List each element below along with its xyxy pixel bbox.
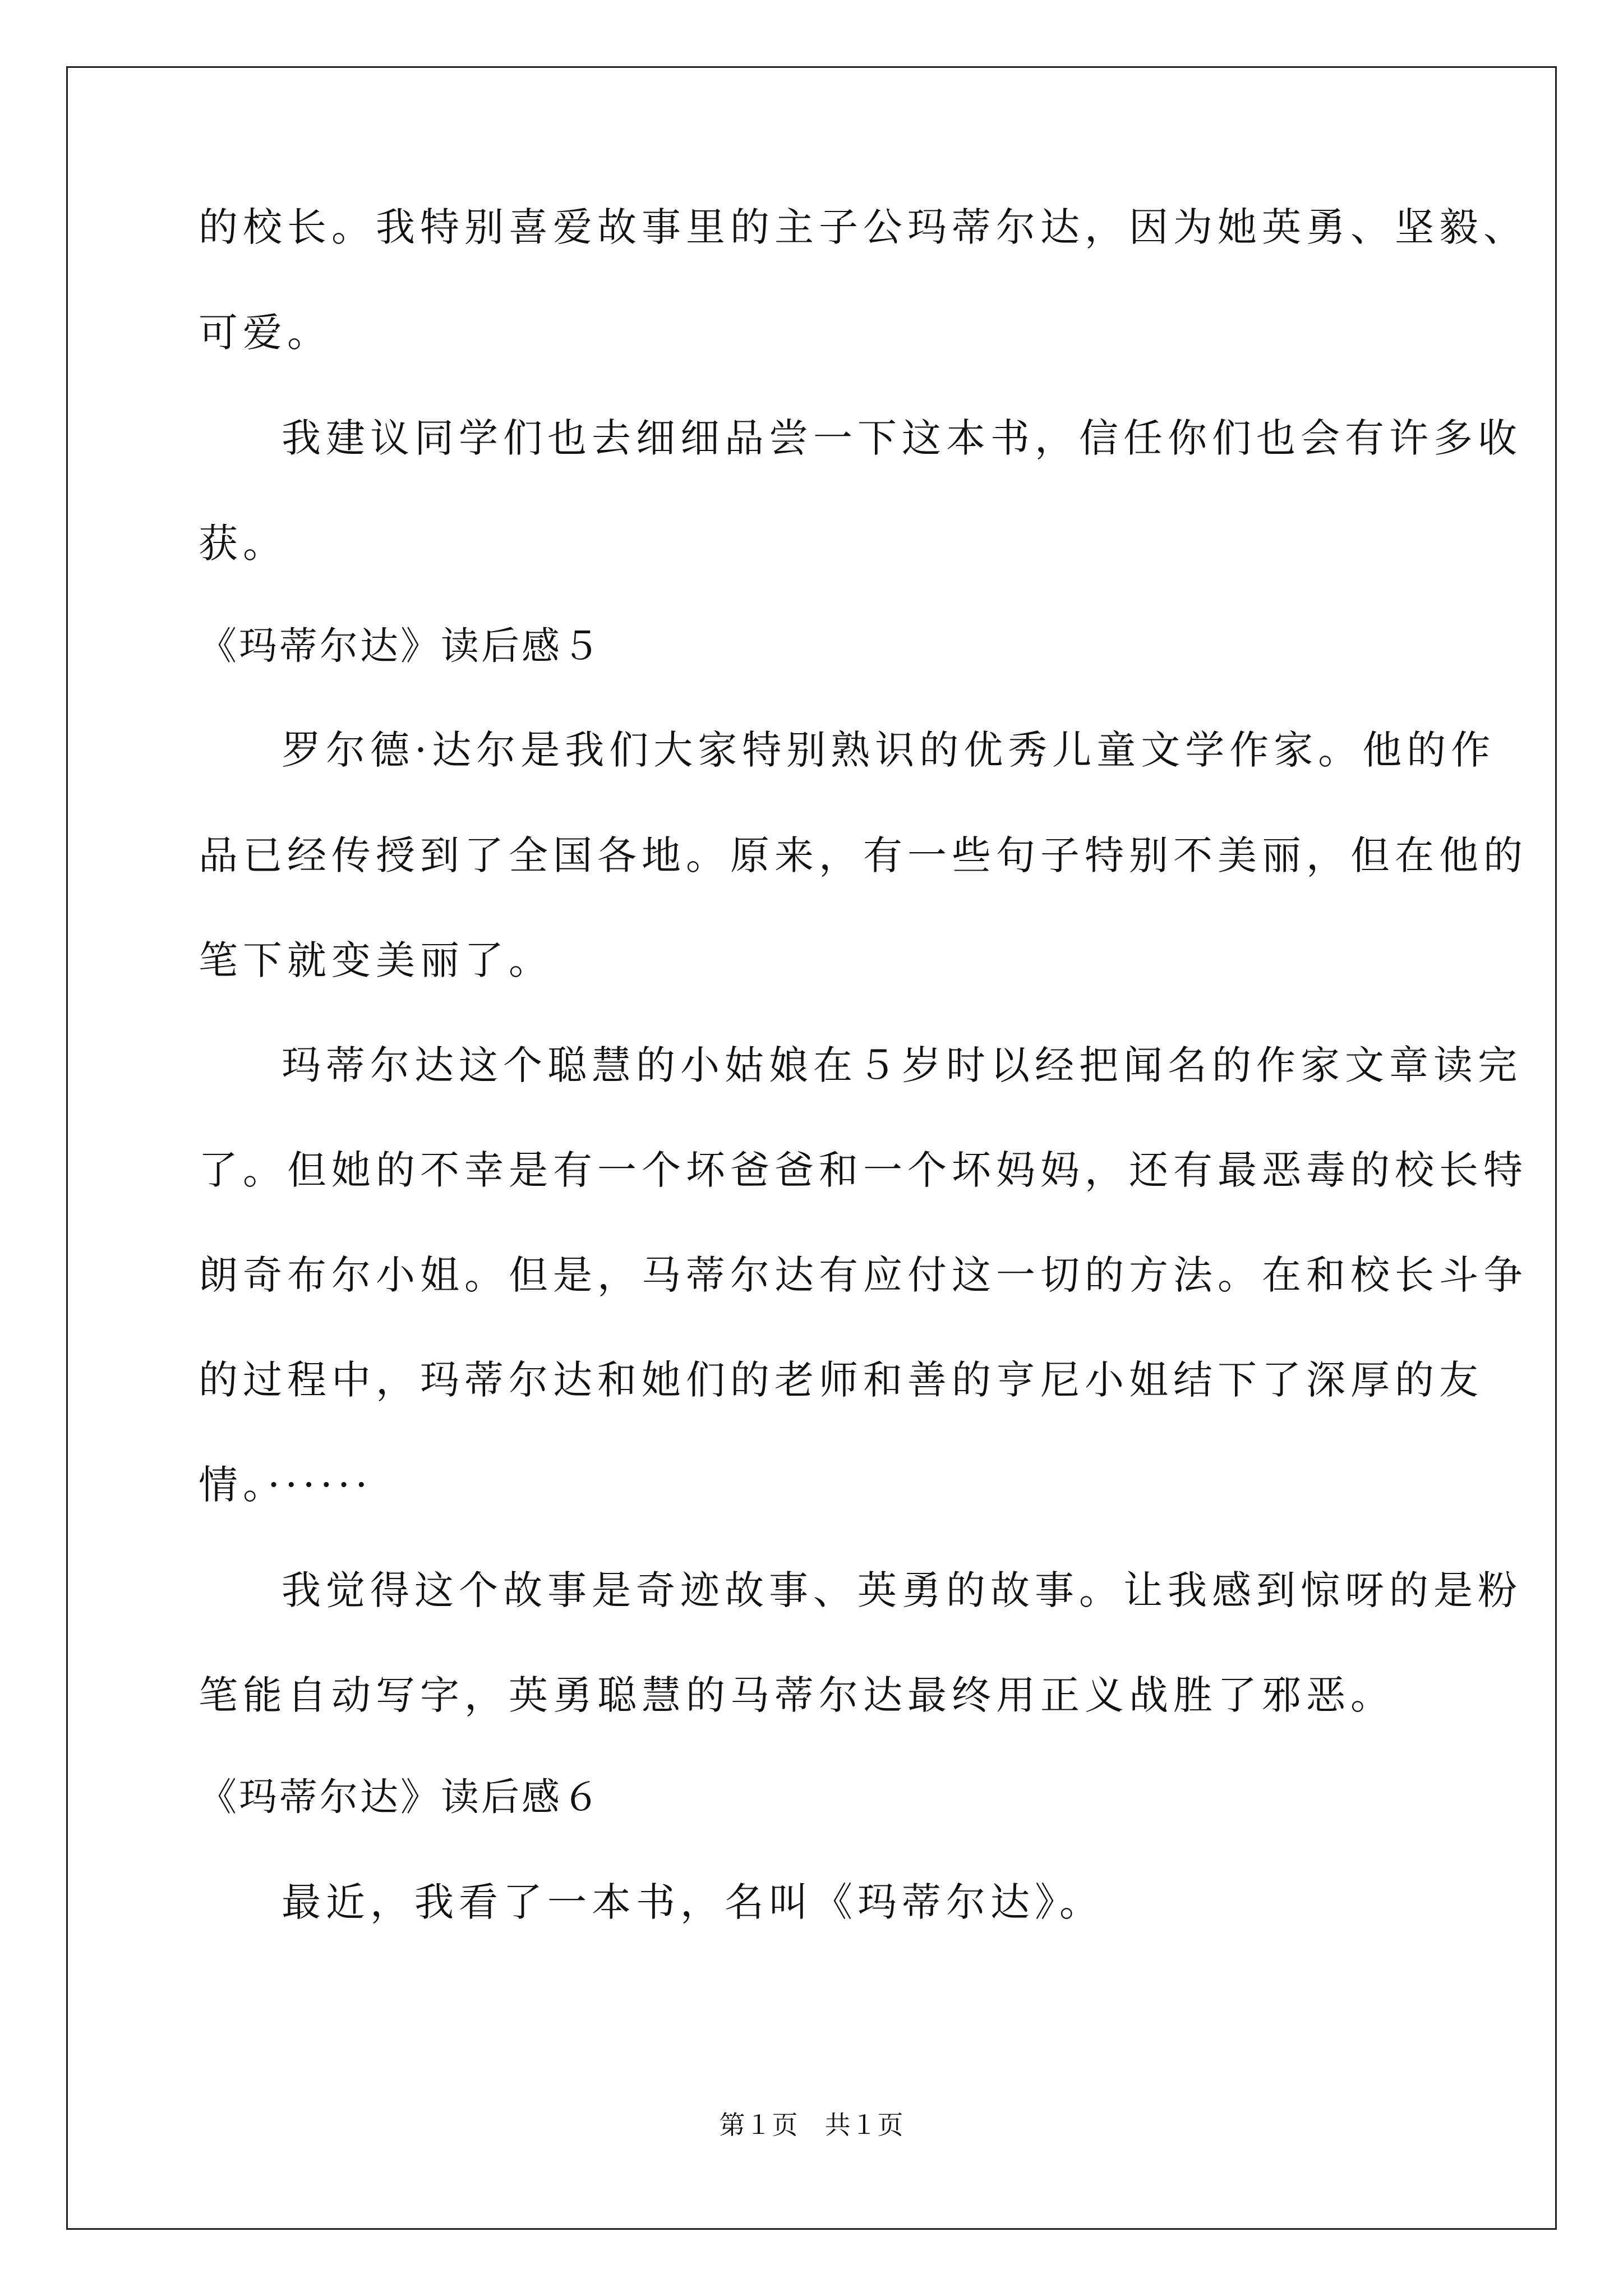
text-line: 的过程中，玛蒂尔达和她们的老师和善的亨尼小姐结下了深厚的友 xyxy=(199,1357,1483,1403)
paragraph-start: 最近，我看了一本书，名叫《玛蒂尔达》。 xyxy=(282,1879,1104,1925)
paragraph-start: 我觉得这个故事是奇迹故事、英勇的故事。让我感到惊呀的是粉 xyxy=(282,1567,1522,1613)
text-line: 朗奇布尔小姐。但是，马蒂尔达有应付这一切的方法。在和校长斗争 xyxy=(199,1252,1528,1298)
section-heading: 《玛蒂尔达》读后感６ xyxy=(199,1775,603,1820)
paragraph-start: 罗尔德·达尔是我们大家特别熟识的优秀儿童文学作家。他的作 xyxy=(282,727,1496,773)
page-number-footer: 第１页 共１页 xyxy=(719,2110,904,2140)
text-line: 笔下就变美丽了。 xyxy=(199,937,553,983)
text-line: 获。 xyxy=(199,521,287,567)
paragraph-start: 玛蒂尔达这个聪慧的小姑娘在５岁时以经把闻名的作家文章读完 xyxy=(282,1042,1522,1088)
paragraph-start: 我建议同学们也去细细品尝一下这本书，信任你们也会有许多收 xyxy=(282,415,1522,461)
section-heading: 《玛蒂尔达》读后感５ xyxy=(199,624,603,669)
text-line: 的校长。我特别喜爱故事里的主子公玛蒂尔达，因为她英勇、坚毅、 xyxy=(199,204,1528,250)
text-line: 笔能自动写字，英勇聪慧的马蒂尔达最终用正义战胜了邪恶。 xyxy=(199,1672,1395,1718)
text-line: 可爱。 xyxy=(199,310,331,356)
text-line: 品已经传授到了全国各地。原来，有一些句子特别不美丽，但在他的 xyxy=(199,832,1528,878)
text-line: 情。······ xyxy=(199,1462,373,1508)
text-line: 了。但她的不幸是有一个坏爸爸和一个坏妈妈，还有最恶毒的校长特 xyxy=(199,1147,1528,1193)
